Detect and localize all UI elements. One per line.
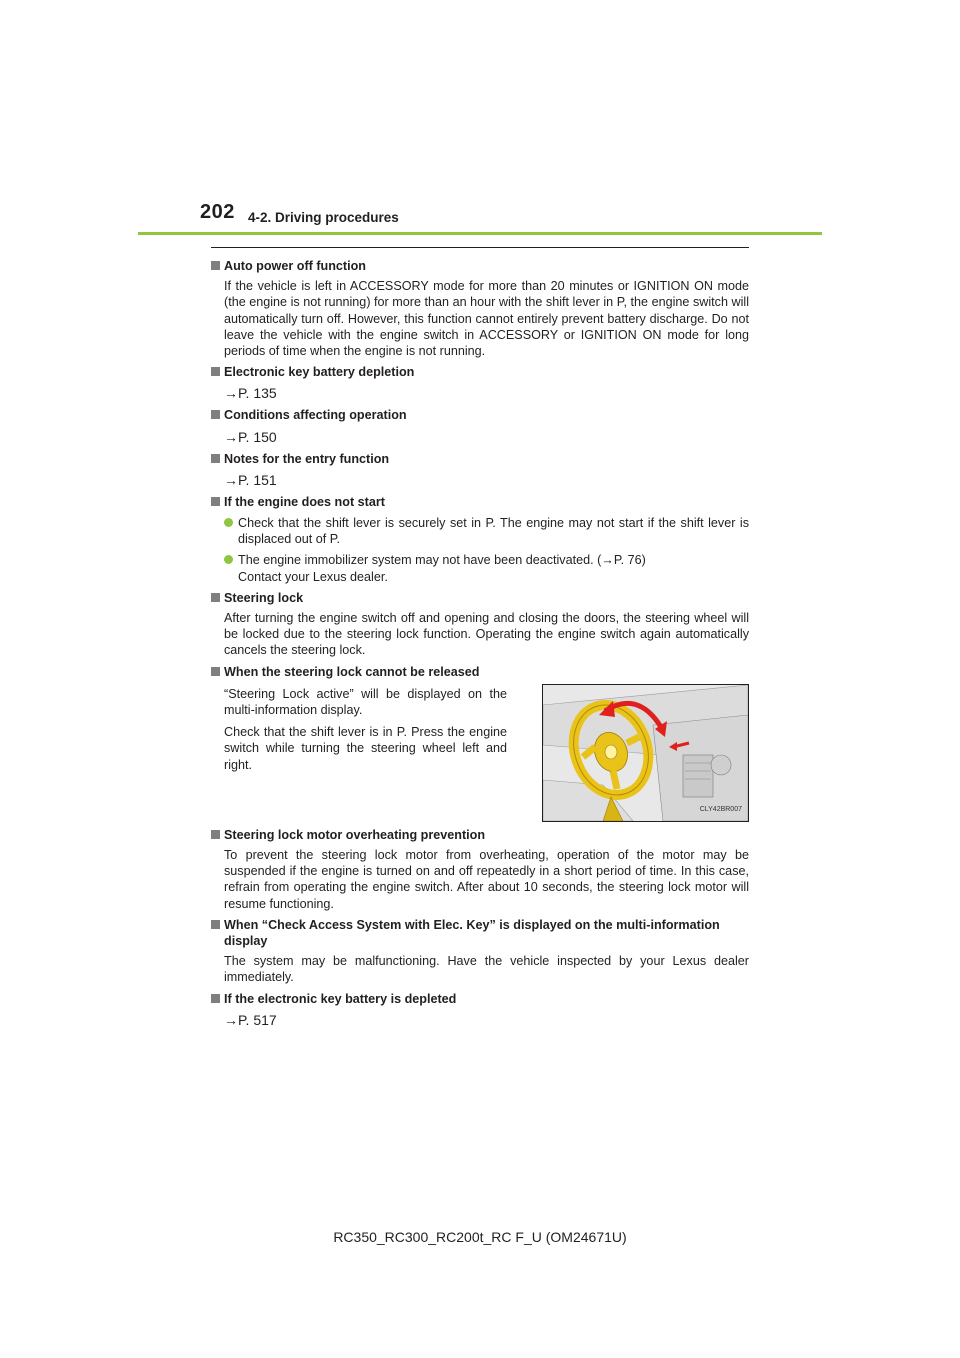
- square-bullet-icon: [211, 367, 220, 376]
- square-bullet-icon: [211, 593, 220, 602]
- section-heading: Notes for the entry function: [211, 451, 749, 467]
- section-heading: When the steering lock cannot be released: [211, 664, 749, 680]
- square-bullet-icon: [211, 920, 220, 929]
- section-key-battery-depleted: [211, 991, 749, 1029]
- section-heading: If the electronic key battery is depleted: [211, 991, 749, 1007]
- square-bullet-icon: [211, 830, 220, 839]
- section-key-battery-depletion: [211, 364, 749, 402]
- bullet-item: Check that the shift lever is securely set in P. The engine may not start if the shift lever is displaced out of P.: [211, 515, 749, 547]
- section-title: 4-2. Driving procedures: [248, 210, 399, 225]
- square-bullet-icon: [211, 454, 220, 463]
- section-check-access-system: [211, 917, 749, 986]
- section-heading: Conditions affecting operation: [211, 407, 749, 423]
- square-bullet-icon: [211, 667, 220, 676]
- section-steering-lock: [211, 590, 749, 659]
- content-top-rule: [211, 247, 749, 248]
- figure-code: CLY42BR007: [699, 805, 742, 813]
- section-engine-does-not-start: [211, 494, 749, 585]
- square-bullet-icon: [211, 410, 220, 419]
- text-figure-row: [211, 682, 749, 822]
- page-reference-link[interactable]: →P. 150: [224, 428, 277, 445]
- section-steering-lock-overheating: [211, 827, 749, 912]
- section-heading: If the engine does not start: [211, 494, 749, 510]
- section-heading: Steering lock: [211, 590, 749, 606]
- steering-wheel-drawing: [543, 685, 748, 821]
- section-heading: Electronic key battery depletion: [211, 364, 749, 380]
- section-conditions-operation: [211, 407, 749, 445]
- section-entry-function-notes: [211, 451, 749, 489]
- steering-wheel-illustration: [542, 684, 749, 822]
- section-body: After turning the engine switch off and opening and closing the doors, the steering wheel will be locked due to the steering lock function. Operating the engine switch again automatically cancels the steering lock.: [224, 611, 749, 658]
- section-body: The system may be malfunctioning. Have the vehicle inspected by your Lexus dealer immediately.: [224, 954, 749, 985]
- document-footer: RC350_RC300_RC200t_RC F_U (OM24671U): [333, 1229, 627, 1245]
- square-bullet-icon: [211, 497, 220, 506]
- header-rule: [138, 232, 822, 235]
- square-bullet-icon: [211, 261, 220, 270]
- round-bullet-icon: [224, 518, 233, 527]
- page-reference-link[interactable]: →P. 135: [224, 385, 277, 402]
- page-reference-link[interactable]: →P. 151: [224, 471, 277, 488]
- section-body: If the vehicle is left in ACCESSORY mode for more than 20 minutes or IGNITION ON mode (the engine is not running) for more than an hour with the shift lever in P, the engine switch will automatically turn off. However, this function cannot entirely prevent battery discharge. Do not leave the vehicle with the engine switch in ACCESSORY or IGNITION ON mode for long periods of time when the engine is not running.: [224, 279, 749, 359]
- content: [211, 258, 749, 1034]
- round-bullet-icon: [224, 555, 233, 564]
- section-body: To prevent the steering lock motor from overheating, operation of the motor may be suspended if the engine is turned on and off repeatedly in a short period of time. In this case, refrain from operating the engine switch. After about 10 seconds, the steering lock motor will resume functioning.: [224, 848, 749, 911]
- section-steering-lock-not-released: [211, 664, 749, 822]
- square-bullet-icon: [211, 994, 220, 1003]
- section-heading: Steering lock motor overheating prevention: [211, 827, 749, 843]
- section-auto-power-off: [211, 258, 749, 359]
- page-reference-link[interactable]: →P. 517: [224, 1011, 277, 1028]
- section-heading: When “Check Access System with Elec. Key” is displayed on the multi-information display: [211, 917, 749, 949]
- page-number: 202: [200, 201, 235, 223]
- paragraph: “Steering Lock active” will be displayed on the multi-information display.: [224, 686, 507, 718]
- bullet-item: The engine immobilizer system may not have been deactivated. (→P. 76) Contact your Lexus dealer.: [211, 552, 749, 584]
- paragraph: Check that the shift lever is in P. Press the engine switch while turning the steering wheel left and right.: [224, 725, 507, 772]
- instruction-text: [211, 682, 507, 822]
- section-heading: Auto power off function: [211, 258, 749, 274]
